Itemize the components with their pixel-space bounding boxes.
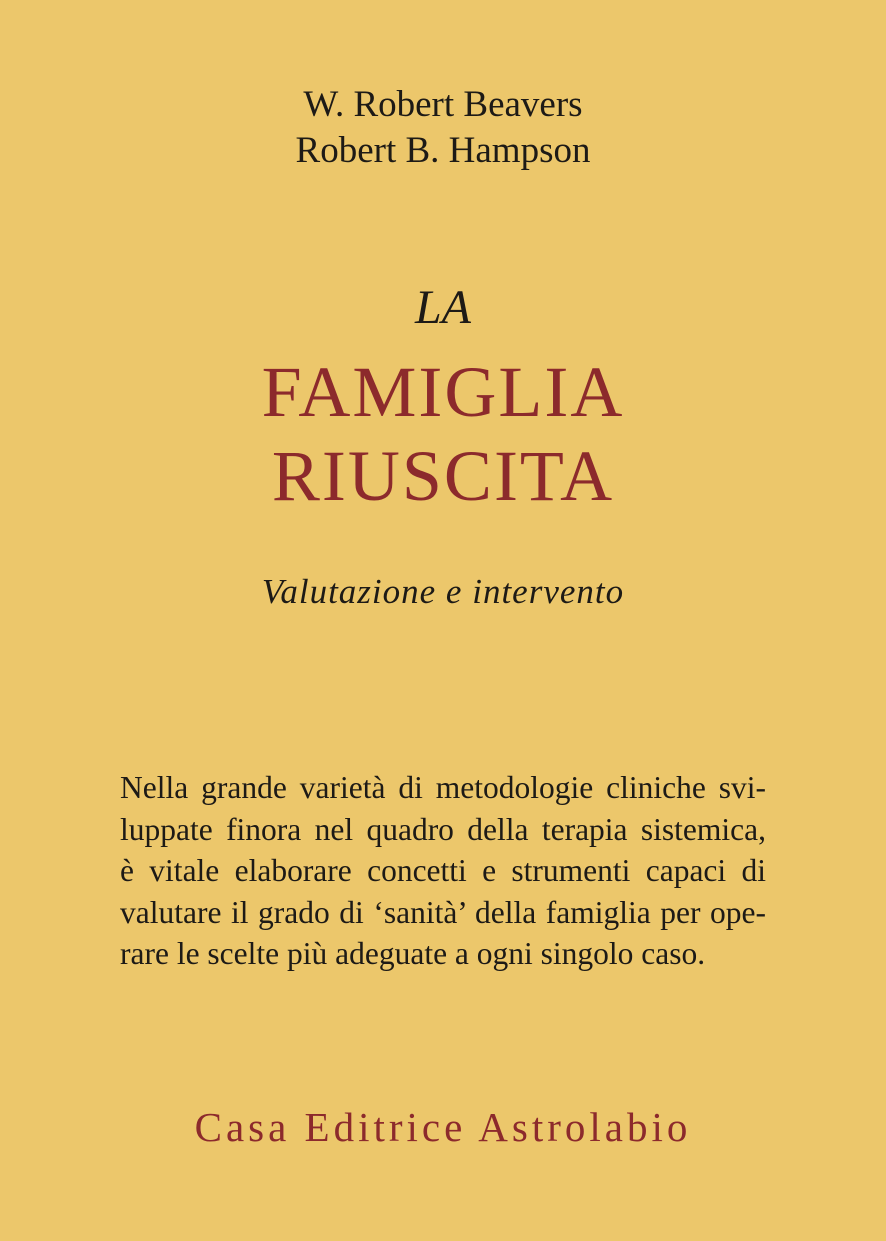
- blurb-paragraph: [120, 767, 766, 975]
- book-title: [0, 350, 886, 518]
- title-line: RIUSCITA: [271, 436, 615, 516]
- subtitle: Valutazione e intervento: [261, 572, 625, 611]
- publisher-name: Casa Editrice Astrolabio: [194, 1104, 692, 1150]
- blurb-line: luppate finora nel quadro della terapia sistemica,: [120, 811, 766, 847]
- blurb-line: valutare il grado di ‘sanità’ della famiglia per ope-: [120, 894, 766, 930]
- blurb-line: Nella grande varietà di metodologie cliniche svi-: [120, 770, 766, 805]
- author-name: Robert B. Hampson: [295, 130, 591, 171]
- title-article: LA: [414, 281, 471, 334]
- authors: [0, 82, 886, 174]
- title-line: FAMIGLIA: [261, 352, 625, 432]
- blurb-line: è vitale elaborare concetti e strumenti capaci di: [120, 853, 766, 888]
- blurb-line: rare le scelte più adeguate a ogni singolo caso.: [120, 936, 706, 971]
- author-name: W. Robert Beavers: [303, 84, 583, 125]
